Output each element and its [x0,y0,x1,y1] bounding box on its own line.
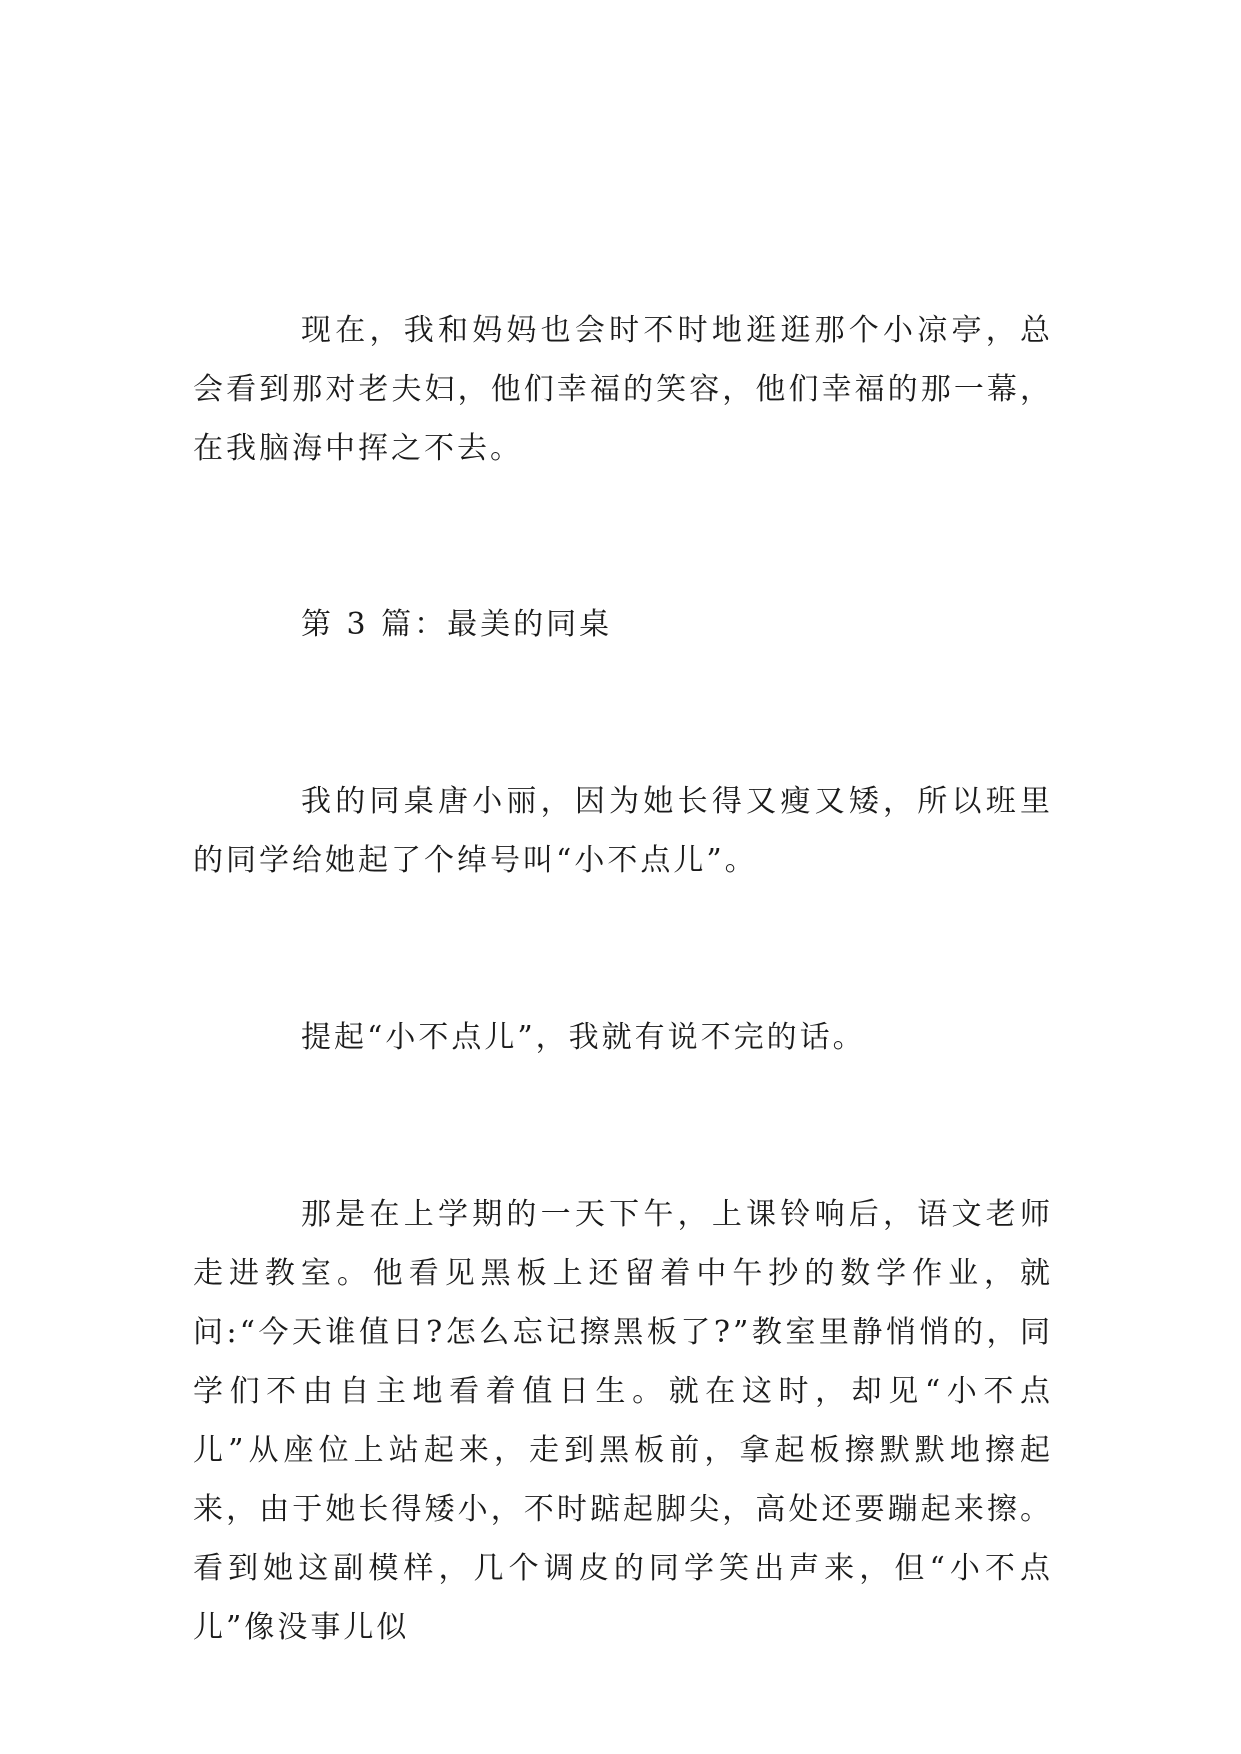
intro-paragraph: 我的同桌唐小丽，因为她长得又瘦又矮，所以班里的同学给她起了个绰号叫“小不点儿”。 [193,784,1053,878]
closing-paragraph: 现在，我和妈妈也会时不时地逛逛那个小凉亭，总会看到那对老夫妇，他们幸福的笑容，他们幸福的那一幕，在我脑海中挥之不去。 [193,313,1053,466]
story-paragraph: 那是在上学期的一天下午，上课铃响后，语文老师走进教室。他看见黑板上还留着中午抄的数学作业，就问:“今天谁值日?怎么忘记擦黑板了?”教室里静悄悄的，同学们不由自主地看着值日生。就在这时，却见“小不点儿”从座位上站起来，走到黑板前，拿起板擦默默地擦起来，由于她长得矮小，不时踮起脚尖，高处还要蹦起来擦。看到她这副模样，几个调皮的同学笑出声来，但“小不点儿”像没事儿似 [193,1197,1053,1645]
transition-paragraph: 提起“小不点儿”，我就有说不完的话。 [301,1020,866,1055]
section-heading: 第 3 篇：最美的同桌 [301,607,613,642]
